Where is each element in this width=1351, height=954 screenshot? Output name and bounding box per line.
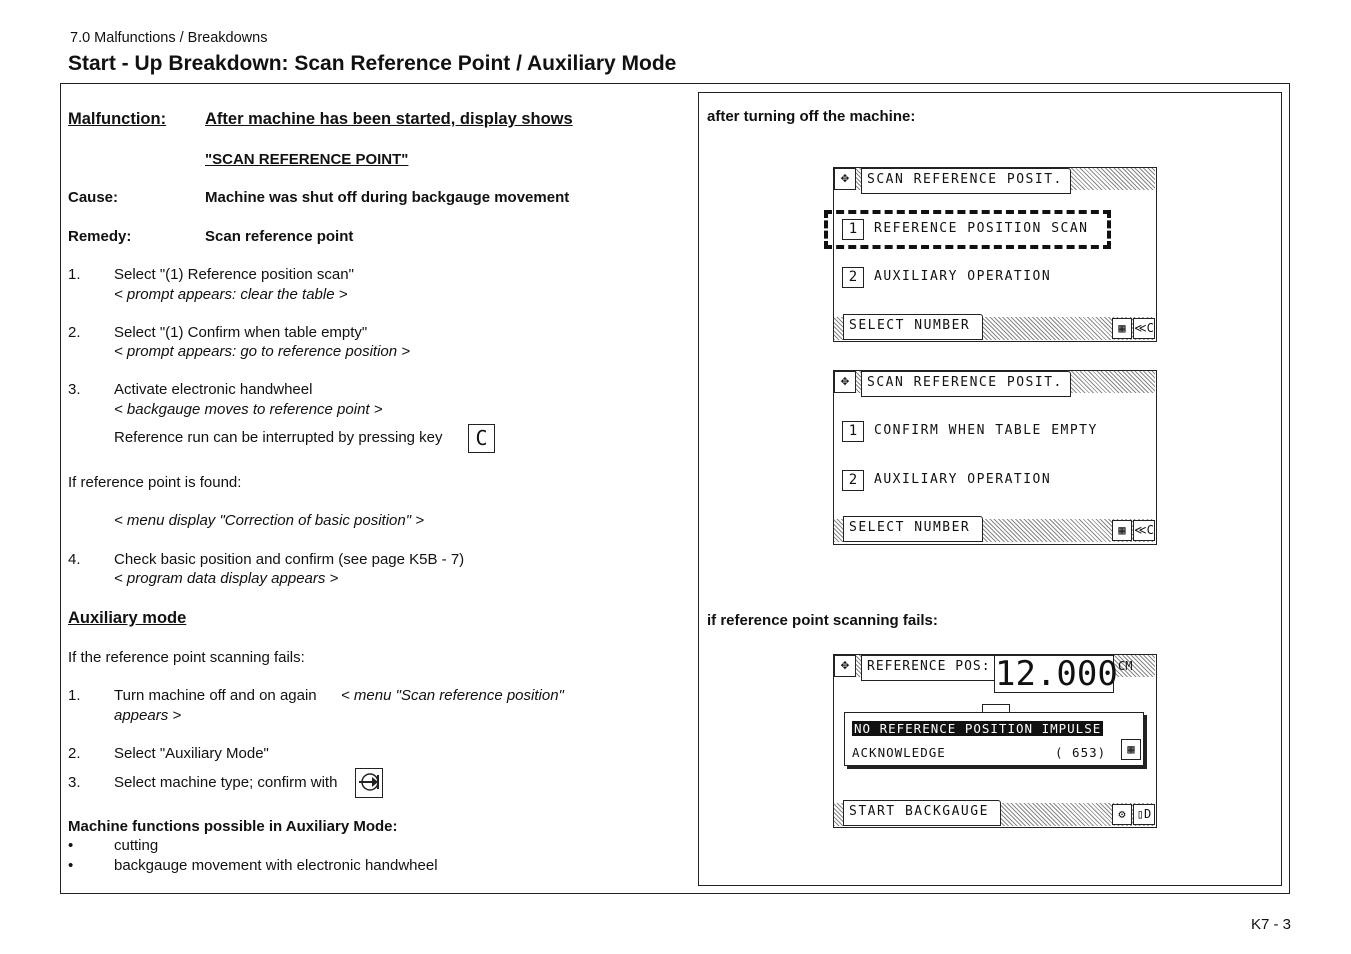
screen-title: SCAN REFERENCE POSIT. xyxy=(861,371,1071,397)
page-number: K7 - 3 xyxy=(1250,916,1291,933)
lcd-screen-scan-menu xyxy=(833,167,1157,342)
malfunction-text: After machine has been started, display shows xyxy=(205,110,573,128)
step-number: 1. xyxy=(68,266,81,283)
display-icon: ▯D xyxy=(1133,804,1155,825)
clear-key-icon: C xyxy=(468,424,495,453)
step-number: 3. xyxy=(68,774,81,791)
keypad-icon: ▦ xyxy=(1112,520,1132,541)
aux-intro: If the reference point scanning fails: xyxy=(68,649,305,666)
pin-icon: ✥ xyxy=(834,371,856,393)
cause-text: Machine was shut off during backgauge movement xyxy=(205,189,570,206)
interrupt-text: Reference run can be interrupted by pressing key xyxy=(114,429,443,446)
aux-heading: Auxiliary mode xyxy=(68,609,187,627)
section-label: 7.0 Malfunctions / Breakdowns xyxy=(70,30,268,46)
caption-scan-fails: if reference point scanning fails: xyxy=(707,612,938,629)
keypad-icon: ▦ xyxy=(1112,318,1132,339)
page-title: Start - Up Breakdown: Scan Reference Point / Auxiliary Mode xyxy=(68,52,677,75)
position-value: 12.000 xyxy=(995,654,1118,694)
acknowledge-label: ACKNOWLEDGE xyxy=(852,745,946,760)
found-note: < menu display "Correction of basic position" > xyxy=(114,512,424,529)
footer-label: SELECT NUMBER xyxy=(843,314,983,340)
step-number: 3. xyxy=(68,381,81,398)
step-text: Check basic position and confirm (see page K5B - 7) xyxy=(114,551,465,568)
cause-label: Cause: xyxy=(68,189,119,206)
keypad-icon: ▦ xyxy=(1121,739,1141,760)
option-label: AUXILIARY OPERATION xyxy=(874,269,1052,284)
step-text: Turn machine off and on again xyxy=(114,687,317,704)
step-text: Select "(1) Confirm when table empty" xyxy=(114,324,368,341)
step-text: Select "(1) Reference position scan" xyxy=(114,266,354,283)
unit-label: CM xyxy=(1118,659,1133,673)
footer-label: SELECT NUMBER xyxy=(843,516,983,542)
option-number: 1 xyxy=(842,421,864,442)
error-code: ( 653) xyxy=(1055,745,1107,760)
screen-title: REFERENCE POS: xyxy=(861,655,1001,681)
popup-tab xyxy=(982,704,1010,712)
footer-label: START BACKGAUGE xyxy=(843,800,1001,826)
option-label: CONFIRM WHEN TABLE EMPTY xyxy=(874,423,1098,438)
screen-title: SCAN REFERENCE POSIT. xyxy=(861,168,1071,194)
step-number: 2. xyxy=(68,745,81,762)
enter-key-icon xyxy=(355,768,383,798)
pin-icon: ✥ xyxy=(834,168,856,190)
clear-icon: ≪C xyxy=(1133,318,1155,339)
caption-after-off: after turning off the machine: xyxy=(707,108,916,125)
step-note: < prompt appears: clear the table > xyxy=(114,286,348,303)
step-number: 2. xyxy=(68,324,81,341)
option-label: AUXILIARY OPERATION xyxy=(874,472,1052,487)
step-note: < menu "Scan reference position" xyxy=(341,687,564,704)
pin-icon: ✥ xyxy=(834,655,856,677)
option-number: 2 xyxy=(842,267,864,288)
step-text: Activate electronic handwheel xyxy=(114,381,313,398)
functions-heading: Machine functions possible in Auxiliary Mode: xyxy=(68,818,398,835)
step-number: 1. xyxy=(68,687,81,704)
step-note: < program data display appears > xyxy=(114,570,339,587)
malfunction-label: Malfunction: xyxy=(68,110,167,128)
bullet-icon: • xyxy=(68,837,74,854)
step-note: < prompt appears: go to reference position > xyxy=(114,343,411,360)
clear-icon: ≪C xyxy=(1133,520,1155,541)
option-number: 1 xyxy=(842,219,864,240)
step-text: Select machine type; confirm with xyxy=(114,774,338,791)
found-text: If reference point is found: xyxy=(68,474,242,491)
step-note: < backgauge moves to reference point > xyxy=(114,401,383,418)
remedy-text: Scan reference point xyxy=(205,228,354,245)
error-popup xyxy=(844,712,1144,766)
function-item: backgauge movement with electronic handwheel xyxy=(114,857,438,874)
step-note: appears > xyxy=(114,707,182,724)
remedy-label: Remedy: xyxy=(68,228,132,245)
option-label: REFERENCE POSITION SCAN xyxy=(874,221,1089,236)
gauge-icon: ⚙ xyxy=(1112,804,1132,825)
lcd-screen-confirm-menu xyxy=(833,370,1157,545)
error-message: NO REFERENCE POSITION IMPULSE xyxy=(854,721,1102,736)
function-item: cutting xyxy=(114,837,159,854)
step-text: Select "Auxiliary Mode" xyxy=(114,745,269,762)
option-number: 2 xyxy=(842,470,864,491)
highlight-dashed-box xyxy=(824,210,1111,249)
enter-arrow-icon xyxy=(357,769,381,795)
bullet-icon: • xyxy=(68,857,74,874)
lcd-screen-error xyxy=(833,654,1157,828)
step-number: 4. xyxy=(68,551,81,568)
malfunction-display: "SCAN REFERENCE POINT" xyxy=(205,151,409,168)
